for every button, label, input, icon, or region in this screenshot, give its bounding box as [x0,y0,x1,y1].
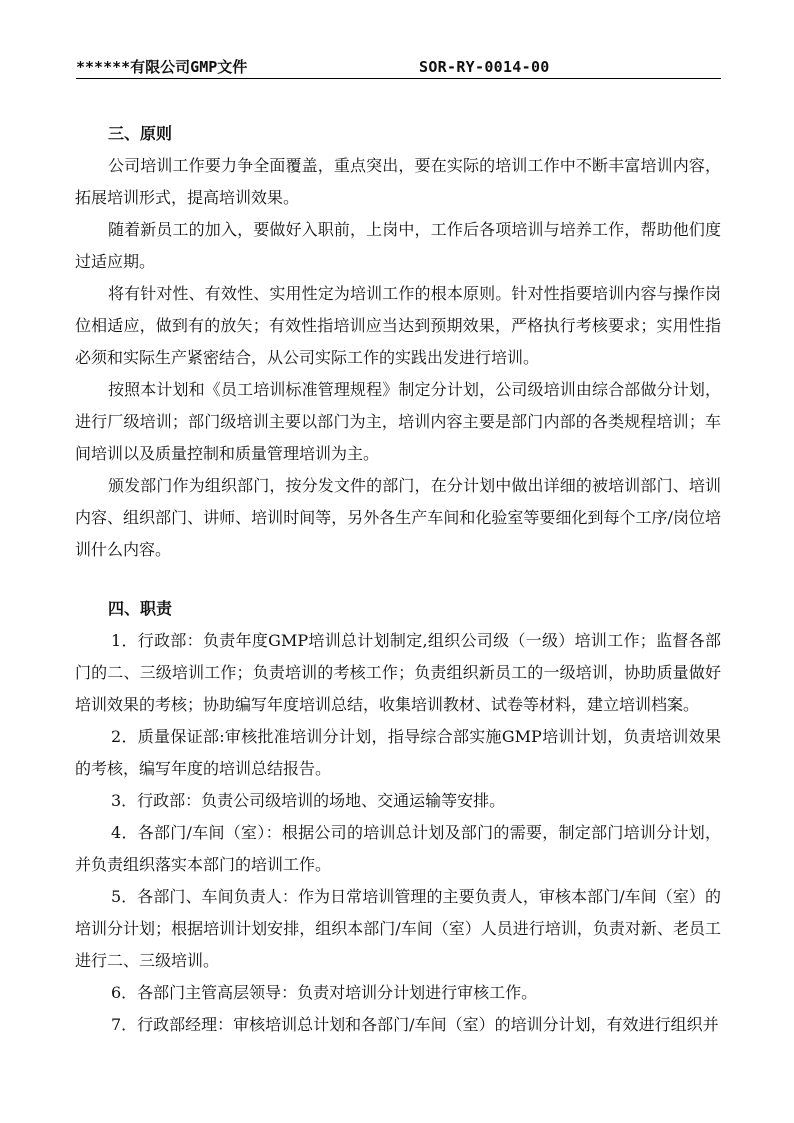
document-header [76,56,721,79]
duty-item: 2．质量保证部:审核批准培训分计划，指导综合部实施GMP培训计划，负责培训效果的考核，编写年度的培训总结报告。 [75,727,721,778]
document-body [75,118,721,1041]
principles-paragraph: 随着新员工的加入，要做好入职前，上岗中，工作后各项培训与培养工作，帮助他们度过适应期。 [75,220,721,271]
principles-paragraph: 颁发部门作为组织部门，按分发文件的部门，在分计划中做出详细的被培训部门、培训内容、组织部门、讲师、培训时间等，另外各生产车间和化验室等要细化到每个工序/岗位培训什么内容。 [75,476,721,559]
section-title-principles: 三、原则 [108,124,173,143]
principles-paragraph: 将有针对性、有效性、实用性定为培训工作的根本原则。针对性指要培训内容与操作岗位相适应，做到有的放矢；有效性指培训应当达到预期效果，严格执行考核要求；实用性指必须和实际生产紧密结合，从公司实际工作的实践出发进行培训。 [75,284,721,367]
company-name: ******有限公司GMP文件 [76,58,248,76]
document-code: SOR-RY-0014-00 [419,58,550,76]
duty-item: 3．行政部：负责公司级培训的场地、交通运输等安排。 [111,791,506,810]
duty-item: 7．行政部经理：审核培训总计划和各部门/车间（室）的培训分计划，有效进行组织并 [111,1015,719,1034]
duty-item: 6．各部门主管高层领导：负责对培训分计划进行审核工作。 [111,983,538,1002]
section-title-duties: 四、职责 [108,599,173,618]
duty-item: 1．行政部：负责年度GMP培训总计划制定,组织公司级（一级）培训工作；监督各部门的二、三级培训工作；负责培训的考核工作；负责组织新员工的一级培训，协助质量做好培训效果的考核；协助编写年度培训总结，收集培训教材、试卷等材料，建立培训档案。 [75,631,721,714]
principles-paragraph: 公司培训工作要力争全面覆盖，重点突出，要在实际的培训工作中不断丰富培训内容，拓展培训形式，提高培训效果。 [75,156,721,207]
duty-item: 5．各部门、车间负责人：作为日常培训管理的主要负责人，审核本部门/车间（室）的培训分计划；根据培训计划安排，组织本部门/车间（室）人员进行培训，负责对新、老员工进行二、三级培训。 [75,887,721,970]
duty-item: 4．各部门/车间（室）：根据公司的培训总计划及部门的需要，制定部门培训分计划，并负责组织落实本部门的培训工作。 [75,823,721,874]
principles-paragraph: 按照本计划和《员工培训标准管理规程》制定分计划，公司级培训由综合部做分计划，进行厂级培训；部门级培训主要以部门为主，培训内容主要是部门内部的各类规程培训；车间培训以及质量控制和质量管理培训为主。 [75,380,721,463]
